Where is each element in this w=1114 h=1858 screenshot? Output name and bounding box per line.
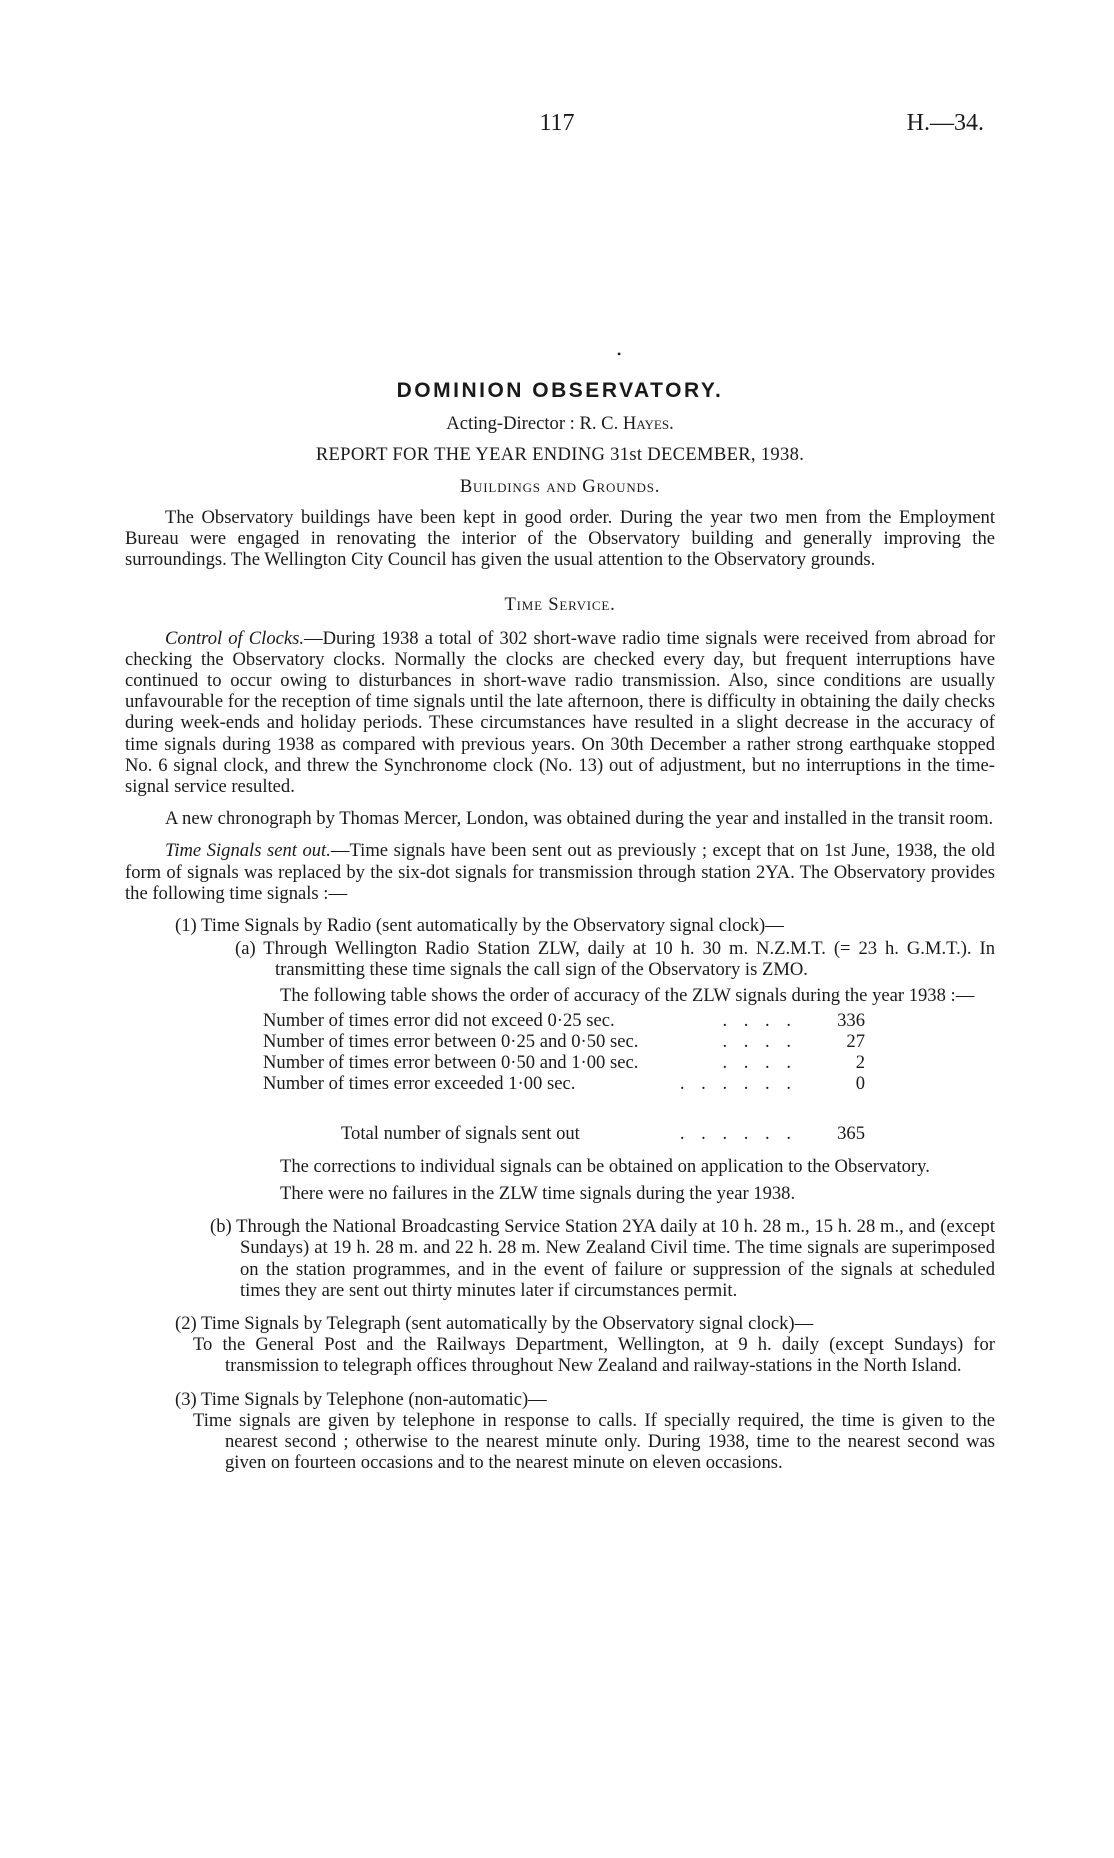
- control-of-clocks-text: —During 1938 a total of 302 short-wave radio time signals were received from abroad for checking the Observatory clocks. Normally the clocks are checked every day, but frequent interruptions have continued to occur owing to disturbances in short-wave radio transmission. Also, since conditions are usually unfavourable for the reception of time signals until the late afternoon, there is difficulty in obtaining the daily checks during week-ends and holiday periods. These circumstances have resulted in a slight decrease in the accuracy of time signals during 1938 as compared with previous years. On 30th December a rather strong earthquake stopped No. 6 signal clock, and threw the Synchronome clock (No. 13) out of adjustment, but no interruptions in the time-signal service resulted.: [125, 627, 995, 798]
- table-row-leader: . . . .: [722, 1052, 797, 1074]
- table-row: [263, 1031, 865, 1052]
- table-row: [263, 1010, 865, 1031]
- corrections-paragraph: The corrections to individual signals can be obtained on application to the Observatory.: [280, 1155, 930, 1177]
- chronograph-paragraph: A new chronograph by Thomas Mercer, London, was obtained during the year and installed in the transit room.: [165, 808, 994, 830]
- director-initials: R. C.: [579, 413, 619, 435]
- no-failures-paragraph: There were no failures in the ZLW time signals during the year 1938.: [280, 1183, 796, 1205]
- total-label: Total number of signals sent out: [341, 1122, 580, 1144]
- table-row-value: 0: [855, 1073, 865, 1095]
- time-service-heading: Time Service.: [504, 594, 616, 616]
- table-row-label: Number of times error between 0·50 and 1·00 sec.: [263, 1052, 639, 1074]
- item-telegraph: (2) Time Signals by Telegraph (sent automatically by the Observatory signal clock)—: [175, 1313, 814, 1335]
- table-row-label: Number of times error did not exceed 0·25 sec.: [263, 1009, 615, 1031]
- table-row-value: 2: [855, 1052, 865, 1074]
- buildings-heading: Buildings and Grounds.: [459, 475, 661, 497]
- time-signals-label: Time Signals sent out.: [165, 840, 331, 862]
- item-radio: (1) Time Signals by Radio (sent automatically by the Observatory signal clock)—: [175, 915, 784, 937]
- acting-director-line: [125, 413, 995, 434]
- item-telephone: (3) Time Signals by Telephone (non-automatic)—: [175, 1388, 547, 1410]
- item-telephone-text: Time signals are given by telephone in response to calls. If specially required, the time is given to the nearest second ; otherwise to the nearest minute only. During 1938, time to the nearest second was given on fourteen occasions and to the nearest minute on eleven occasions.: [193, 1409, 995, 1474]
- table-row: [263, 1052, 865, 1073]
- director-name: Hayes.: [622, 413, 674, 435]
- director-label: Acting-Director :: [446, 413, 575, 435]
- time-signals-paragraph: [125, 840, 995, 904]
- table-row-leader: . . . .: [722, 1009, 797, 1031]
- table-row-leader: . . . . . .: [679, 1073, 797, 1095]
- table-total-row: [263, 1123, 865, 1144]
- time-signals-text: —Time signals have been sent out as previously ; except that on 1st June, 1938, the old form of signals was replaced by the six-dot signals for transmission through station 2YA. The Observatory provides the following time signals :—: [125, 840, 995, 904]
- printer-mark: •: [617, 347, 622, 361]
- item-telegraph-text: To the General Post and the Railways Department, Wellington, at 9 h. daily (except Sundays) for transmission to telegraph offices throughout New Zealand and railway-stations in the North Island.: [193, 1334, 995, 1377]
- table-intro: The following table shows the order of accuracy of the ZLW signals during the year 1938 :—: [280, 984, 975, 1006]
- table-row: [263, 1073, 865, 1094]
- report-title: REPORT FOR THE YEAR ENDING 31st DECEMBER, 1938.: [315, 444, 805, 466]
- table-row-value: 336: [837, 1009, 865, 1031]
- table-row-leader: . . . .: [722, 1031, 797, 1053]
- control-of-clocks-label: Control of Clocks.: [165, 627, 305, 649]
- table-row-label: Number of times error between 0·25 and 0·50 sec.: [263, 1031, 639, 1053]
- buildings-paragraph: The Observatory buildings have been kept in good order. During the year two men from the Employment Bureau were engaged in renovating the interior of the Observatory building and generally improving the surroundings. The Wellington City Council has given the usual attention to the Observatory grounds.: [125, 506, 995, 571]
- item-radio-b: (b) Through the National Broadcasting Service Station 2YA daily at 10 h. 28 m., 15 h. 28 m., and (except Sundays) at 19 h. 28 m. and 22 h. 28 m. New Zealand Civil time. The time signals are superimposed on the station programmes, and in the event of failure or suppression of the signals at scheduled times they are sent out thirty minutes later if circumstances permit.: [210, 1216, 995, 1301]
- accuracy-table: [263, 1010, 865, 1144]
- document-code: H.—34.: [906, 110, 984, 136]
- table-row-label: Number of times error exceeded 1·00 sec.: [263, 1073, 576, 1095]
- total-value: 365: [837, 1122, 865, 1144]
- page-number: 117: [539, 110, 575, 136]
- table-row-value: 27: [846, 1031, 865, 1053]
- page-title: DOMINION OBSERVATORY.: [396, 379, 724, 402]
- total-leader: . . . . . .: [679, 1122, 797, 1144]
- item-radio-a: (a) Through Wellington Radio Station ZLW, daily at 10 h. 30 m. N.Z.M.T. (= 23 h. G.M.T.). In transmitting these time signals the call sign of the Observatory is ZMO.: [235, 938, 995, 981]
- control-of-clocks-paragraph: [125, 628, 995, 798]
- report-body: [125, 380, 995, 1473]
